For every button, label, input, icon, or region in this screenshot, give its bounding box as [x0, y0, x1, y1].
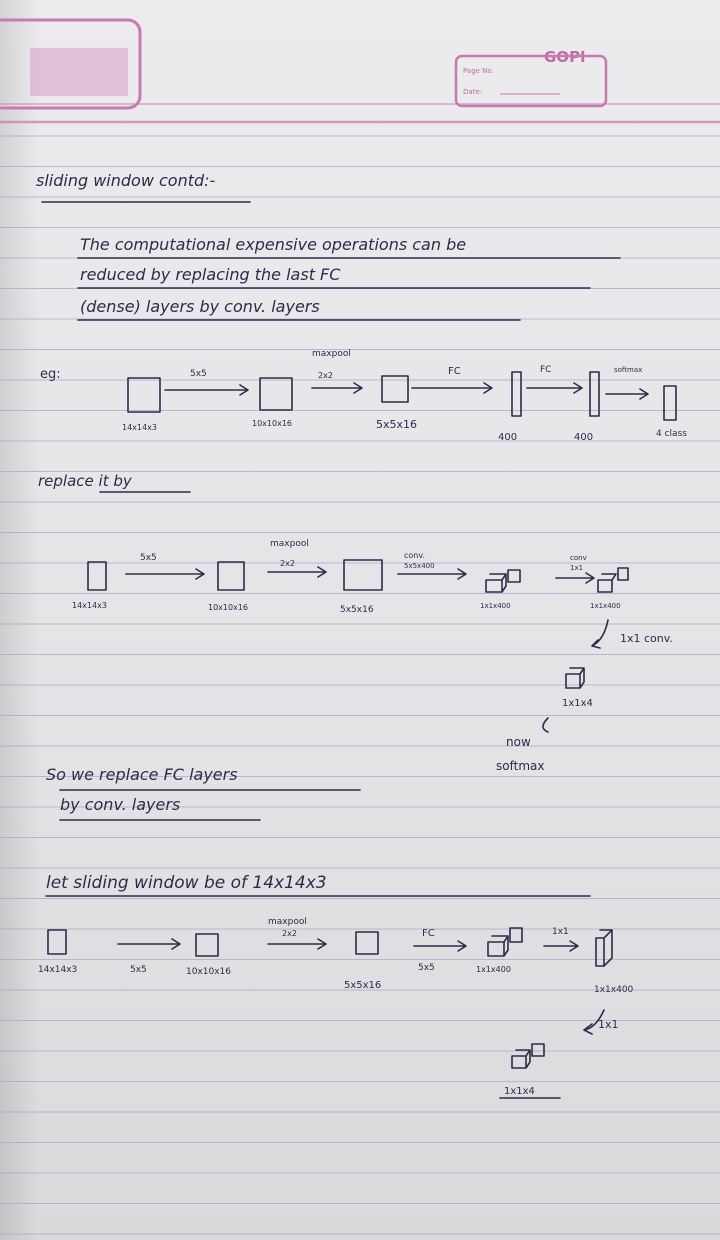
d2-shape3-label: 1x1x400 [480, 602, 511, 610]
let-line: let sliding window be of 14x14x3 [46, 873, 327, 893]
page-no-label: Page No. [463, 67, 494, 75]
d3-op3-bottom: 5x5 [418, 963, 435, 973]
d2-arrow-3 [398, 569, 466, 579]
d2-arrow-4 [556, 573, 594, 583]
d2-feature-block-1 [486, 574, 506, 592]
d1-arrow-4 [527, 383, 582, 393]
d1-shape2-label: 5x5x16 [376, 418, 418, 431]
d2-arrow-2 [268, 567, 326, 577]
d3-op5-label: 1x1 [598, 1018, 619, 1031]
d2-op3-top: conv. [404, 551, 426, 560]
d2-op2-bottom: 2x2 [280, 559, 295, 568]
d3-feature-block-3b [532, 1044, 544, 1056]
d1-dense-1 [512, 372, 521, 416]
brand-label: GOPI [544, 48, 586, 66]
d2-op4-bottom: 1x1 [570, 564, 584, 572]
d3-input-label: 14x14x3 [38, 965, 78, 975]
d1-input-label: 14x14x3 [122, 423, 157, 432]
d3-shape5-label: 1x1x4 [504, 1086, 535, 1097]
d2-volume-1 [218, 562, 244, 590]
d1-output-vector [664, 386, 676, 420]
d2-op4-top: conv [570, 554, 587, 562]
d1-op2-bottom: 2x2 [318, 371, 333, 380]
intro-line-1: The computational expensive operations can be [80, 235, 467, 254]
d2-volume-2 [344, 560, 382, 590]
d3-input-volume [48, 930, 66, 954]
d2-feature-block-2b [618, 568, 628, 580]
d3-arrow-3 [414, 941, 466, 951]
d3-op2-top: maxpool [268, 917, 307, 927]
replace-label: replace it by [38, 472, 132, 490]
d3-shape4-label: 1x1x400 [594, 985, 634, 995]
d1-dense-2 [590, 372, 599, 416]
intro-line-3: (dense) layers by conv. layers [80, 297, 320, 316]
d3-shape3-label: 1x1x400 [476, 965, 511, 974]
d3-volume-1 [196, 934, 218, 956]
d1-shape1-label: 10x10x16 [252, 419, 293, 428]
d3-op2-bottom: 2x2 [282, 929, 297, 938]
d1-op1-label: 5x5 [190, 369, 207, 379]
d2-op3-bottom: 5x5x400 [404, 562, 435, 570]
d1-output-label: 4 class [656, 429, 687, 439]
d3-feature-block-1 [488, 936, 508, 956]
d1-arrow-2 [312, 383, 362, 393]
d3-op4-label: 1x1 [552, 927, 569, 937]
d1-shape4-label: 400 [574, 432, 594, 443]
d1-op4-label: FC [540, 365, 552, 375]
d1-shape3-label: 400 [498, 432, 518, 443]
d3-volume-2 [356, 932, 378, 954]
diagram-sliding-window [38, 917, 634, 1098]
section-title: sliding window contd:- [36, 171, 216, 190]
d2-op5-label: 1x1 conv. [620, 632, 673, 645]
d2-note-bottom: softmax [496, 759, 545, 773]
d2-input-volume [88, 562, 106, 590]
input-volume-sketch [128, 378, 160, 412]
summary-line-1: So we replace FC layers [46, 765, 238, 784]
d3-arrow-4 [544, 941, 578, 951]
d2-note-arrow [543, 718, 548, 732]
d2-shape4-label: 1x1x400 [590, 602, 621, 610]
d3-arrow-1 [118, 939, 180, 949]
d2-feature-block-1b [508, 570, 520, 582]
d3-feature-block-2 [596, 930, 612, 966]
d1-op3-label: FC [448, 366, 461, 377]
eg-label: eg: [40, 367, 61, 382]
d2-shape5-label: 1x1x4 [562, 698, 593, 709]
d1-arrow-5 [606, 389, 648, 399]
d3-feature-block-1b [510, 928, 522, 942]
d2-note-top: now [506, 735, 531, 749]
d3-shape1-label: 10x10x16 [186, 967, 232, 977]
d1-op5-label: softmax [614, 366, 643, 374]
d3-arrow-2 [268, 939, 326, 949]
d1-arrow-3 [412, 383, 492, 393]
d1-arrow-1 [165, 385, 248, 395]
intro-line-2: reduced by replacing the last FC [80, 265, 341, 284]
d2-arrow-1 [126, 569, 204, 579]
d3-shape2-label: 5x5x16 [344, 980, 382, 991]
d2-input-label: 14x14x3 [72, 601, 107, 610]
d1-op2-top: maxpool [312, 349, 351, 359]
d2-shape2-label: 5x5x16 [340, 605, 374, 615]
d2-op2-top: maxpool [270, 539, 309, 549]
d2-feature-block-2 [598, 574, 616, 592]
summary-line-2: by conv. layers [60, 795, 181, 814]
d2-shape1-label: 10x10x16 [208, 603, 249, 612]
d2-op1-label: 5x5 [140, 553, 157, 563]
diagram-conv-network [72, 539, 673, 773]
d3-feature-block-3 [512, 1050, 530, 1068]
date-label: Date: [463, 88, 483, 96]
diagram-fc-network [40, 349, 687, 443]
d1-volume-1 [260, 378, 292, 410]
d3-op1-label: 5x5 [130, 965, 147, 975]
d3-op3-top: FC [422, 928, 435, 939]
brand-panel-fill [30, 48, 128, 96]
notebook-header [0, 20, 720, 122]
